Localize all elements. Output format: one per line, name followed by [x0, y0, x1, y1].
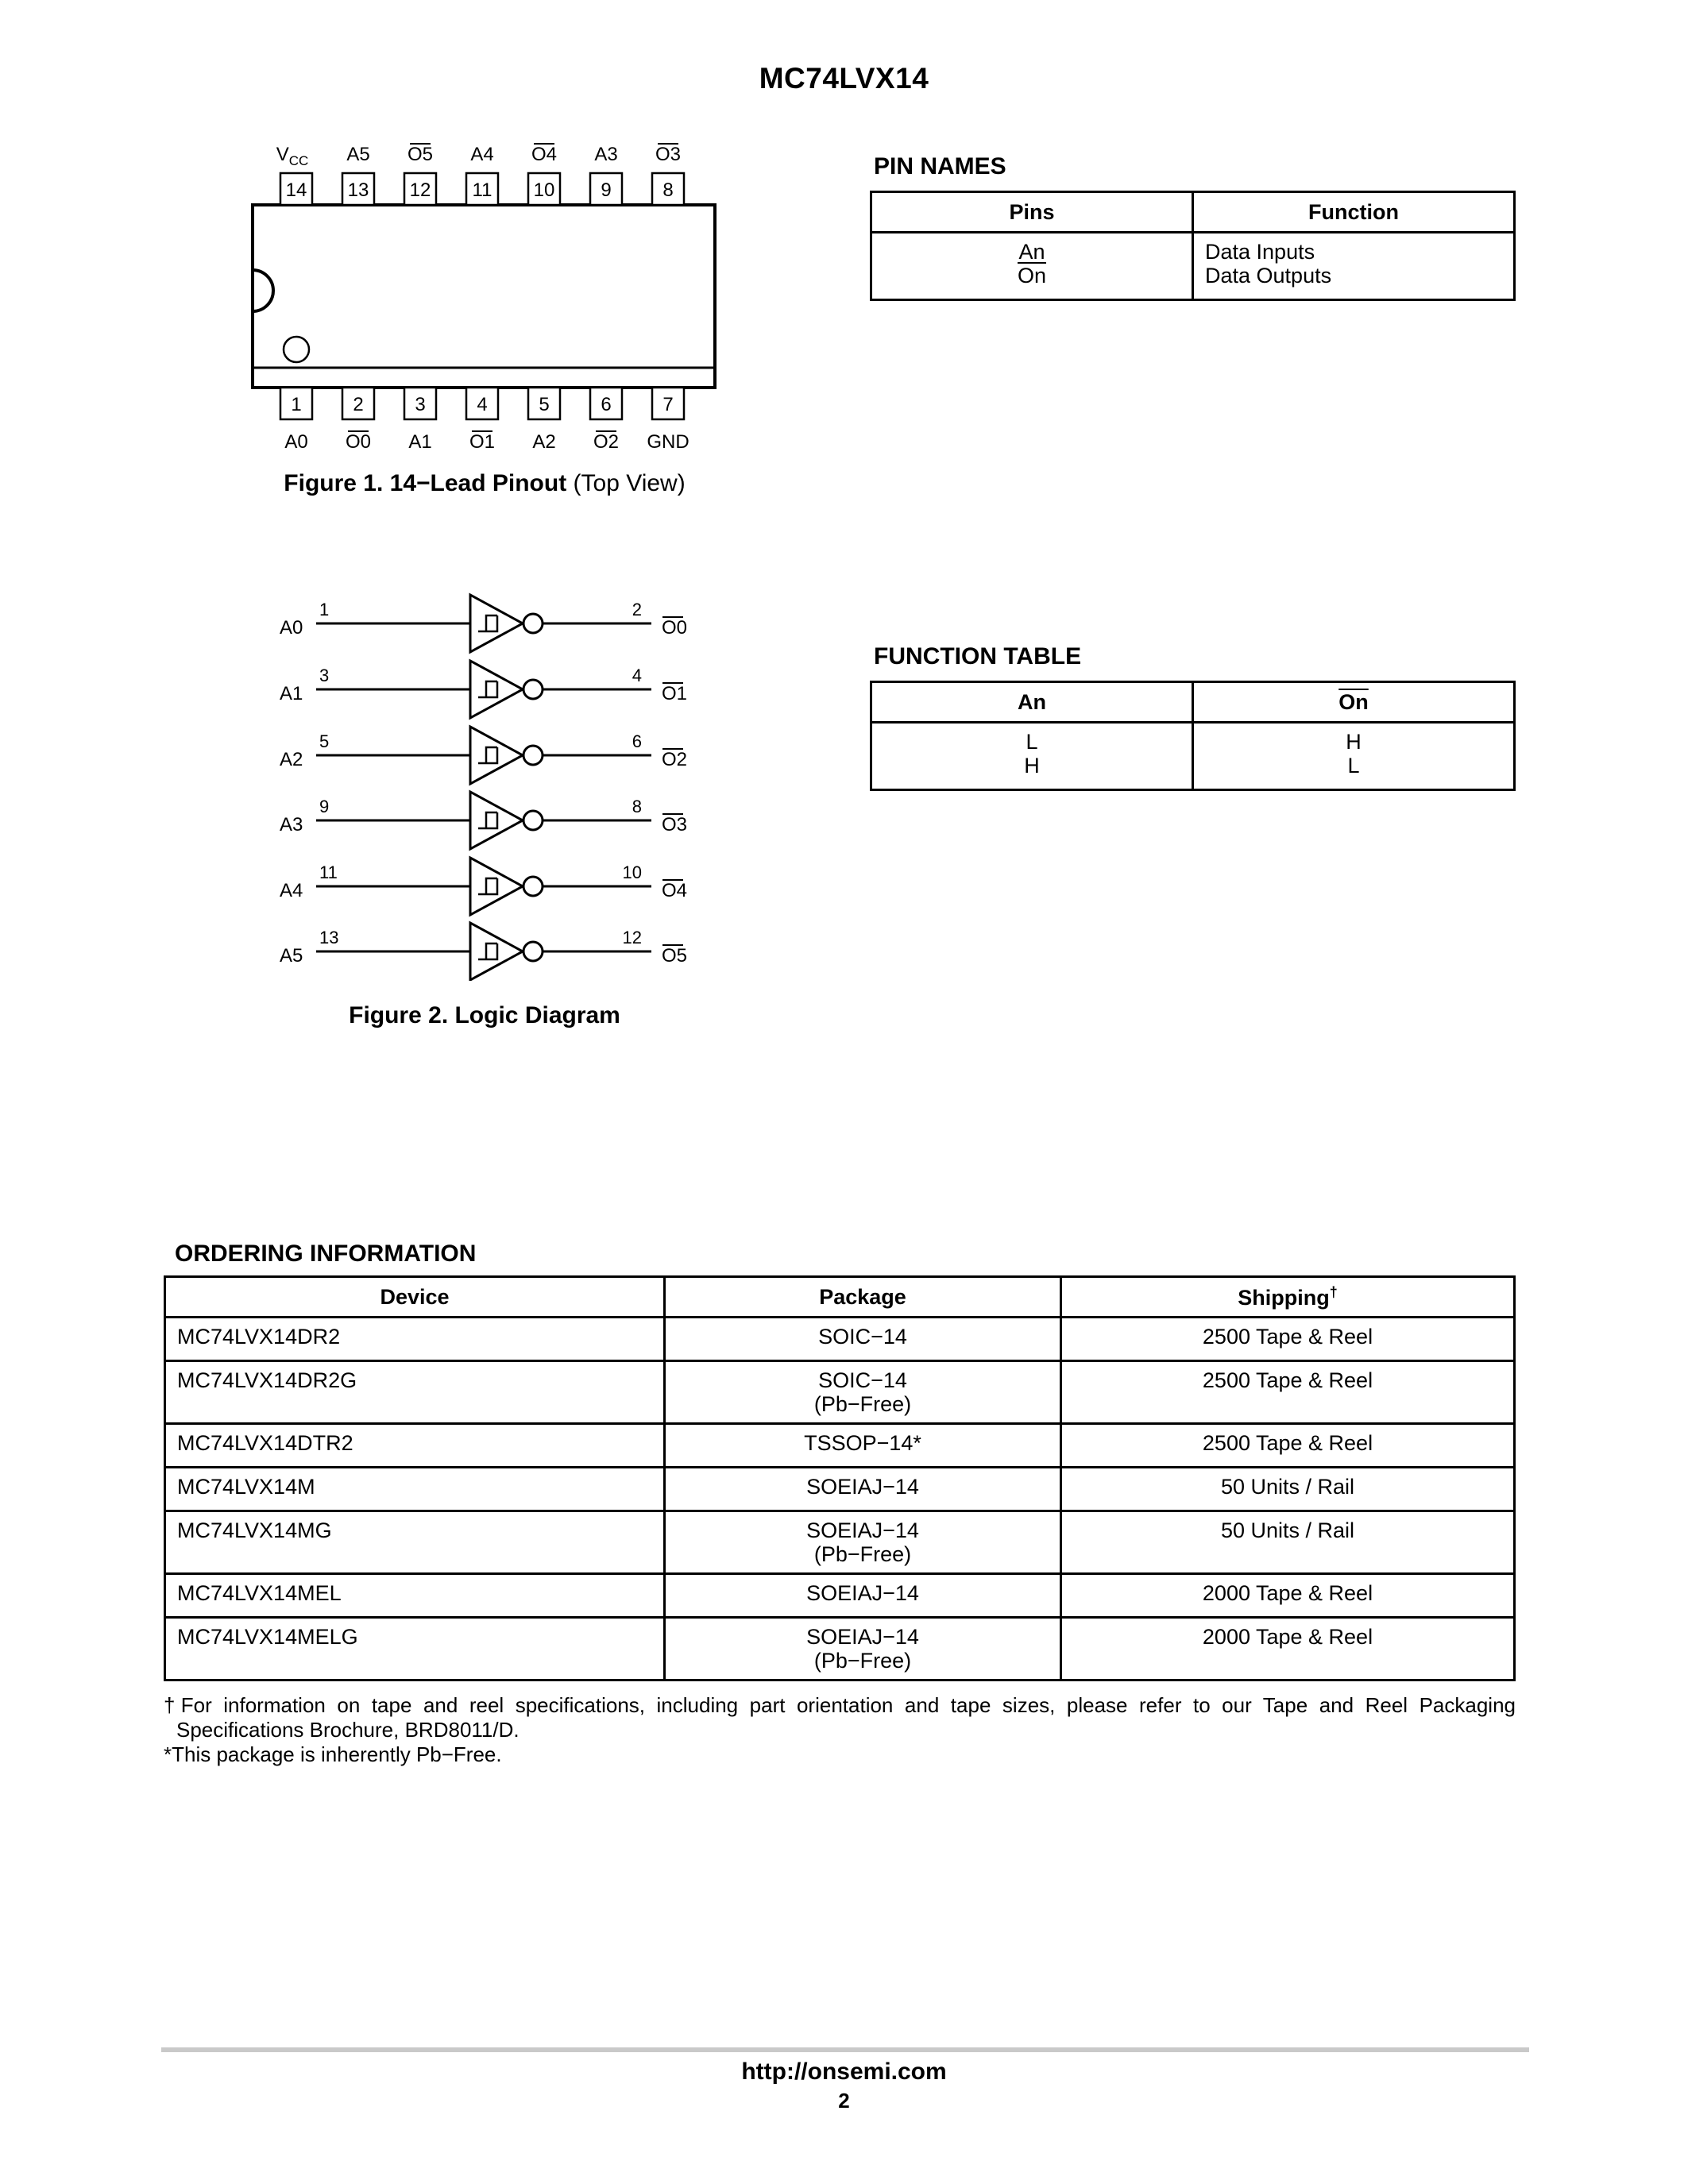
shipping-cell: 2500 Tape & Reel: [1061, 1318, 1515, 1361]
shipping-cell: 2500 Tape & Reel: [1061, 1424, 1515, 1468]
pin-2: [342, 388, 374, 419]
svg-text:4: 4: [477, 394, 488, 415]
pin-11: [466, 173, 498, 205]
svg-text:12: 12: [409, 179, 431, 201]
input-cell: L H: [871, 723, 1193, 790]
svg-text:A0: A0: [284, 431, 308, 453]
logic-diagram-figure: [270, 592, 715, 981]
pin-7: [652, 388, 684, 419]
footer-rule: [161, 2047, 1529, 2052]
svg-text:11: 11: [472, 179, 492, 201]
shipping-cell: 2000 Tape & Reel: [1061, 1574, 1515, 1618]
column-header: Pins: [871, 192, 1193, 233]
shipping-cell: 50 Units / Rail: [1061, 1511, 1515, 1574]
top-pins: [280, 173, 684, 205]
svg-text:1: 1: [291, 394, 302, 415]
svg-text:9: 9: [319, 797, 330, 816]
pin-5: [528, 388, 560, 419]
package-cell: SOEIAJ−14 (Pb−Free): [665, 1618, 1061, 1680]
svg-text:11: 11: [319, 862, 338, 882]
svg-text:A3: A3: [594, 144, 618, 165]
package-cell: SOIC−14 (Pb−Free): [665, 1361, 1061, 1424]
pin-9: [590, 173, 622, 205]
svg-text:14: 14: [285, 179, 307, 201]
function-table: [870, 681, 1516, 791]
svg-text:9: 9: [601, 179, 612, 201]
schmitt-inverter-icon: [316, 792, 651, 849]
pin-6: [590, 388, 622, 419]
package-cell: SOEIAJ−14: [665, 1468, 1061, 1511]
svg-text:2: 2: [353, 394, 364, 415]
svg-text:A2: A2: [280, 749, 303, 770]
svg-text:4: 4: [632, 666, 642, 685]
svg-text:5: 5: [319, 731, 330, 751]
pin-1: [280, 388, 312, 419]
table-row: [165, 1424, 1515, 1468]
ordering-table: [164, 1275, 1516, 1681]
figure2-caption: Figure 2. Logic Diagram: [349, 1002, 620, 1028]
top-pin-labels: [276, 144, 681, 168]
svg-text:8: 8: [632, 797, 642, 816]
schmitt-inverter-icon: [316, 595, 651, 652]
gate-row: [280, 661, 687, 718]
table-row: [165, 1574, 1515, 1618]
svg-text:A4: A4: [280, 880, 303, 901]
svg-text:O4: O4: [662, 880, 688, 901]
footer-url[interactable]: http://onsemi.com: [741, 2059, 947, 2085]
gate-row: [280, 727, 687, 784]
gate-row: [280, 792, 687, 849]
gate-row: [280, 858, 687, 915]
svg-text:10: 10: [533, 179, 555, 201]
column-header: Shipping†: [1061, 1277, 1515, 1318]
table-row: [165, 1511, 1515, 1574]
device-cell: MC74LVX14DR2G: [165, 1361, 665, 1424]
package-cell: TSSOP−14*: [665, 1424, 1061, 1468]
column-header: Device: [165, 1277, 665, 1318]
ic-package-body: [253, 205, 715, 388]
svg-text:8: 8: [662, 179, 674, 201]
device-cell: MC74LVX14MEL: [165, 1574, 665, 1618]
svg-text:O3: O3: [662, 814, 688, 835]
device-cell: MC74LVX14DTR2: [165, 1424, 665, 1468]
svg-text:10: 10: [622, 862, 642, 882]
svg-text:O3: O3: [655, 144, 682, 165]
ordering-title: ORDERING INFORMATION: [175, 1241, 477, 1267]
column-header: Function: [1193, 192, 1515, 233]
svg-text:O0: O0: [662, 617, 688, 639]
pin-names-table: [870, 191, 1516, 301]
bottom-pin-labels: [284, 431, 689, 453]
svg-text:A2: A2: [532, 431, 556, 453]
logic-diagram: [270, 592, 715, 981]
footnote-tape-reel-cont: Specifications Brochure, BRD8011/D.: [176, 1718, 520, 1742]
ic-notch: [253, 270, 273, 311]
svg-text:GND: GND: [647, 431, 689, 453]
pin-10: [528, 173, 560, 205]
pin-13: [342, 173, 374, 205]
shipping-cell: 2000 Tape & Reel: [1061, 1618, 1515, 1680]
schmitt-inverter-icon: [316, 923, 651, 980]
pin1-dot: [284, 337, 309, 362]
gate-row: [280, 595, 687, 652]
gate-row: [280, 923, 687, 980]
svg-text:3: 3: [319, 666, 330, 685]
svg-text:O5: O5: [662, 945, 688, 967]
bottom-pins: [280, 388, 684, 419]
svg-text:13: 13: [319, 928, 339, 947]
svg-text:O5: O5: [407, 144, 434, 165]
svg-text:A1: A1: [408, 431, 432, 453]
pin-names-title: PIN NAMES: [874, 153, 1006, 179]
device-cell: MC74LVX14MELG: [165, 1618, 665, 1680]
pinout-diagram: [238, 135, 763, 484]
svg-text:O2: O2: [593, 431, 620, 453]
svg-text:A5: A5: [346, 144, 370, 165]
device-cell: MC74LVX14DR2: [165, 1318, 665, 1361]
svg-text:A5: A5: [280, 945, 303, 967]
svg-text:A1: A1: [280, 683, 303, 704]
pinout-figure: [238, 135, 763, 484]
footnote-tape-reel: †For information on tape and reel specifications, including part orientation and tape sizes, please refer to our Tape and Reel Packaging: [164, 1693, 1516, 1717]
svg-text:1: 1: [319, 600, 330, 619]
svg-text:7: 7: [662, 394, 674, 415]
column-header: An: [871, 682, 1193, 723]
svg-text:A4: A4: [470, 144, 494, 165]
shipping-cell: 2500 Tape & Reel: [1061, 1361, 1515, 1424]
column-header: $\overline{On}$: [1193, 682, 1515, 723]
svg-text:O1: O1: [469, 431, 496, 453]
device-cell: MC74LVX14M: [165, 1468, 665, 1511]
figure1-caption: Figure 1. 14−Lead Pinout (Top View): [284, 470, 686, 496]
svg-text:O1: O1: [662, 683, 688, 704]
footnote-pb-free: *This package is inherently Pb−Free.: [164, 1742, 502, 1766]
schmitt-inverter-icon: [316, 661, 651, 718]
svg-text:O4: O4: [531, 144, 558, 165]
function-table-title: FUNCTION TABLE: [874, 643, 1082, 669]
svg-text:5: 5: [539, 394, 550, 415]
svg-text:3: 3: [415, 394, 426, 415]
device-cell: MC74LVX14MG: [165, 1511, 665, 1574]
schmitt-inverter-icon: [316, 727, 651, 784]
package-cell: SOEIAJ−14: [665, 1574, 1061, 1618]
package-cell: SOEIAJ−14 (Pb−Free): [665, 1511, 1061, 1574]
pin-3: [404, 388, 436, 419]
svg-text:2: 2: [632, 600, 642, 619]
svg-text:13: 13: [347, 179, 369, 201]
svg-text:O0: O0: [345, 431, 372, 453]
package-cell: SOIC−14: [665, 1318, 1061, 1361]
function-cell: Data Inputs Data Outputs: [1193, 233, 1515, 300]
table-row: [165, 1468, 1515, 1511]
svg-text:A0: A0: [280, 617, 303, 639]
label-vcc: $V_{CC}$: [276, 144, 309, 168]
pin-4: [466, 388, 498, 419]
ordering-footnotes: [164, 1693, 1516, 1767]
output-cell: H L: [1193, 723, 1515, 790]
schmitt-inverter-icon: [316, 858, 651, 915]
pin-12: [404, 173, 436, 205]
svg-text:A3: A3: [280, 814, 303, 835]
shipping-cell: 50 Units / Rail: [1061, 1468, 1515, 1511]
svg-text:O2: O2: [662, 749, 688, 770]
table-row: [165, 1618, 1515, 1680]
table-row: [165, 1361, 1515, 1424]
pin-14: [280, 173, 312, 205]
table-row: [165, 1318, 1515, 1361]
column-header: Package: [665, 1277, 1061, 1318]
page-number: 2: [838, 2089, 850, 2113]
svg-text:12: 12: [622, 928, 642, 947]
svg-text:6: 6: [632, 731, 642, 751]
page-title: MC74LVX14: [759, 62, 929, 95]
pins-cell: An $\overline{On}$: [871, 233, 1193, 300]
pin-8: [652, 173, 684, 205]
svg-text:6: 6: [601, 394, 612, 415]
